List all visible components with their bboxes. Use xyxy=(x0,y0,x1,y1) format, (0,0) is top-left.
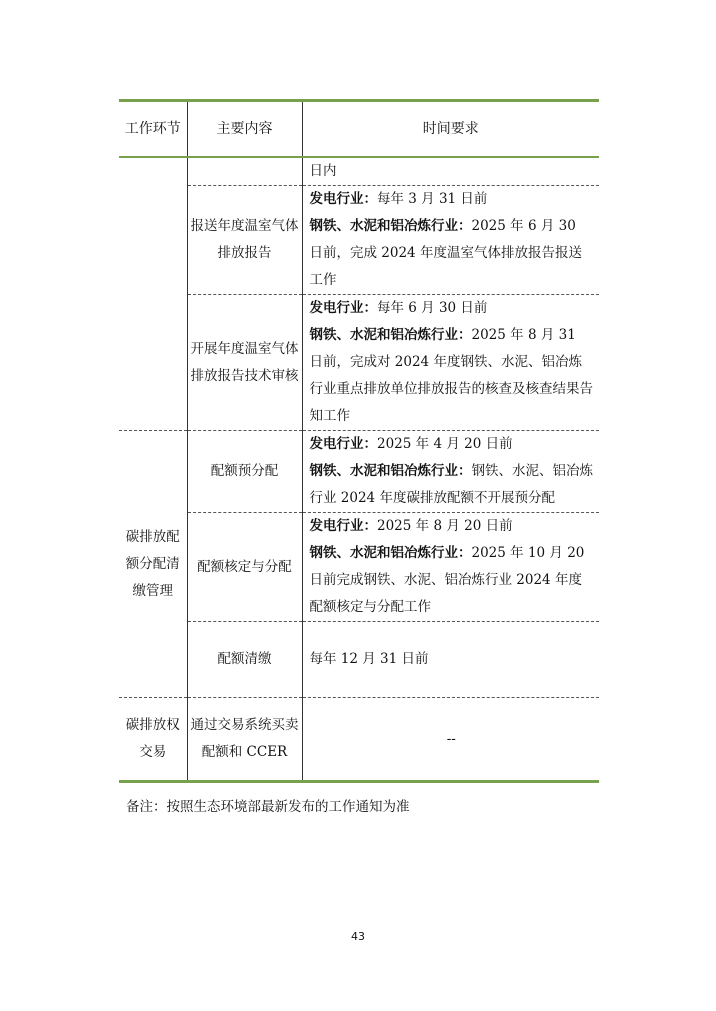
time-line xyxy=(310,513,594,540)
time-cell: -- xyxy=(302,698,599,782)
industry-label: 钢铁、水泥和铝冶炼行业： xyxy=(309,218,472,234)
industry-label: 钢铁、水泥和铝冶炼行业： xyxy=(309,327,472,343)
time-text: 2025 年 8 月 31 日前，完成对 2024 年度钢铁、水泥、铝冶炼行业重点排放单位排放报告的核查及核查结果告知工作 xyxy=(309,327,593,424)
time-text: 每年 6 月 30 日前 xyxy=(377,300,488,316)
time-cell xyxy=(302,431,599,513)
page-number: 43 xyxy=(351,930,365,943)
time-line xyxy=(310,540,594,621)
time-text: 2025 年 6 月 30 日前，完成 2024 年度温室气体排放报告报送工作 xyxy=(309,218,582,288)
content-cell: 配额清缴 xyxy=(187,622,302,698)
header-stage: 工作环节 xyxy=(119,101,187,158)
time-text: 钢铁、水泥、铝冶炼行业 2024 年度碳排放配额不开展预分配 xyxy=(309,463,593,506)
time-text: 2025 年 10 月 20 日前完成钢铁、水泥、铝冶炼行业 2024 年度配额核定与分配工作 xyxy=(309,545,585,615)
industry-label: 发电行业： xyxy=(309,191,377,207)
time-line xyxy=(310,458,594,512)
time-cell: 每年 12 月 31 日前 xyxy=(302,622,599,698)
time-cell: 日内 xyxy=(309,163,337,179)
time-line xyxy=(310,213,594,294)
schedule-table xyxy=(119,99,599,783)
time-cell xyxy=(302,295,599,431)
group-cell-empty xyxy=(119,157,187,431)
time-line xyxy=(310,431,594,458)
table-row xyxy=(119,431,599,513)
content-cell: 报送年度温室气体排放报告 xyxy=(187,186,302,295)
group-cell: 碳排放配额分配清缴管理 xyxy=(119,431,187,698)
industry-label: 发电行业： xyxy=(309,436,377,452)
content-cell: 配额预分配 xyxy=(187,431,302,513)
table-row xyxy=(119,513,599,622)
table-row xyxy=(119,295,599,431)
table-row xyxy=(119,622,599,698)
industry-label: 发电行业： xyxy=(309,518,377,534)
footnote: 备注：按照生态环境部最新发布的工作通知为准 xyxy=(126,799,410,815)
industry-label: 发电行业： xyxy=(309,300,377,316)
time-text: 2025 年 8 月 20 日前 xyxy=(377,518,513,534)
content-cell-empty xyxy=(187,157,302,186)
group-cell: 碳排放权交易 xyxy=(119,698,187,782)
header-content: 主要内容 xyxy=(187,101,302,158)
time-line xyxy=(310,186,594,213)
header-time: 时间要求 xyxy=(302,101,599,158)
table-row xyxy=(119,157,599,186)
time-text: 2025 年 4 月 20 日前 xyxy=(377,436,513,452)
table-header-row xyxy=(119,101,599,158)
time-line xyxy=(310,322,594,430)
industry-label: 钢铁、水泥和铝冶炼行业： xyxy=(309,545,472,561)
time-cell xyxy=(302,186,599,295)
time-line xyxy=(310,295,594,322)
table-row xyxy=(119,698,599,782)
table-row xyxy=(119,186,599,295)
content-cell: 通过交易系统买卖配额和 CCER xyxy=(187,698,302,782)
time-text: 每年 3 月 31 日前 xyxy=(377,191,488,207)
industry-label: 钢铁、水泥和铝冶炼行业： xyxy=(309,463,472,479)
content-cell: 配额核定与分配 xyxy=(187,513,302,622)
time-cell xyxy=(302,513,599,622)
content-cell: 开展年度温室气体排放报告技术审核 xyxy=(187,295,302,431)
